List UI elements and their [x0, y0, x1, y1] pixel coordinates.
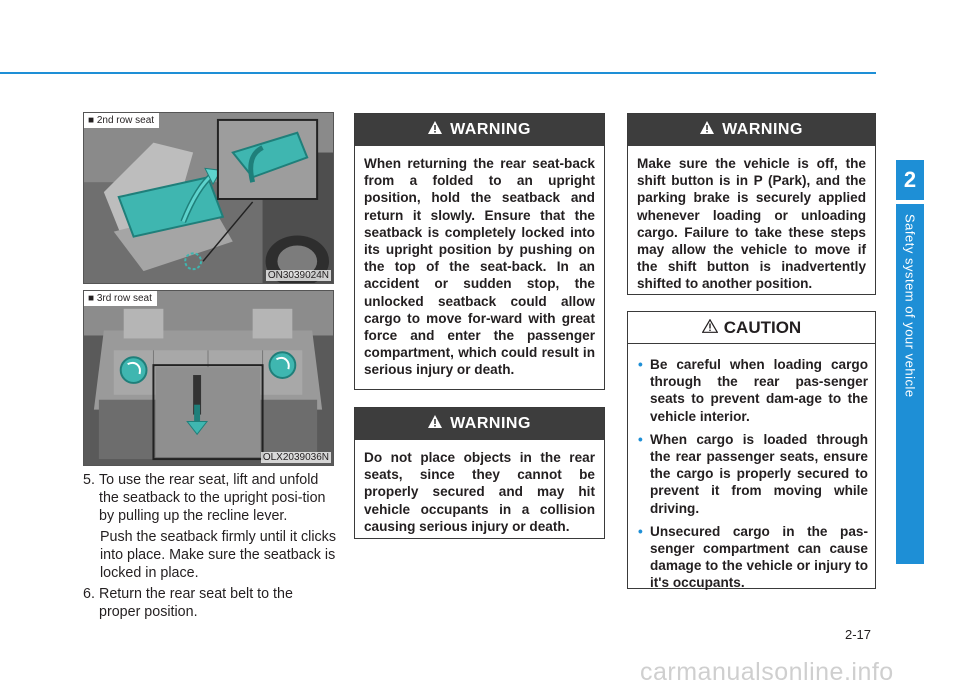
warning-box-objects [354, 407, 605, 539]
warning-title: WARNING [722, 121, 803, 138]
watermark: carmanualsonline.info [640, 658, 894, 686]
warning-icon [428, 415, 442, 433]
figure-3rd-row-seat [83, 290, 334, 466]
caution-item-text: When cargo is loaded through the rear passenger seats, ensure the cargo is properly secured to prevent it from moving while driving. [650, 431, 868, 516]
figure-2nd-row-seat [83, 112, 334, 284]
step-text: Return the rear seat belt to the proper position. [99, 586, 293, 620]
warning-title: WARNING [450, 121, 531, 138]
step-number: 6. [83, 586, 95, 602]
step-6 [83, 585, 337, 621]
chapter-tab [896, 144, 960, 584]
chapter-title: Safety system of your vehicle [902, 214, 918, 398]
caution-item-text: Unsecured cargo in the pas-senger compartment can cause damage to the vehicle or injury to it's occupants. [650, 523, 868, 591]
caution-item [638, 523, 868, 592]
caution-item [638, 431, 868, 517]
caution-item-text: Be careful when loading cargo through the rear pas-senger seats to prevent dam-age to the vehicle interior. [650, 357, 868, 424]
caution-box [627, 311, 876, 589]
warning-text: Make sure the vehicle is off, the shift button is in P (Park), and the parking brake is securely applied whenever loading or unloading cargo. Failure to take these steps may allow the vehicle to move if the shift button is inadvertently shifted to another position. [637, 156, 866, 292]
figure-label: ■ 3rd row seat [84, 291, 157, 306]
step-5-detail: Push the seatback firmly until it clicks into place. Make sure the seatback is locked in place. [100, 529, 336, 581]
caution-header [628, 312, 875, 344]
bullet: • [638, 523, 643, 539]
warning-box-seatback [354, 113, 605, 390]
step-number: 5. [83, 472, 95, 488]
warning-icon [428, 121, 442, 139]
caution-icon [702, 318, 718, 338]
bullet: • [638, 431, 643, 447]
warning-title: WARNING [450, 415, 531, 432]
figure-label: ■ 2nd row seat [84, 113, 159, 128]
page-number: 2-17 [845, 627, 872, 642]
figure-code: ON3039024N [267, 270, 329, 281]
figure-code: OLX2039036N [262, 452, 329, 463]
warning-header [355, 408, 604, 440]
warning-icon [700, 121, 714, 139]
photo-3rd-row-seat [84, 291, 333, 465]
top-rule [0, 72, 876, 74]
instruction-steps [83, 471, 337, 624]
step-text: To use the rear seat, lift and unfold the seatback to the upright posi-tion by pulling up the recline lever. [99, 472, 326, 524]
caution-list [638, 356, 868, 598]
warning-header [355, 114, 604, 146]
step-5 [83, 471, 337, 525]
chapter-number: 2 [896, 160, 924, 200]
warning-header [628, 114, 875, 146]
photo-2nd-row-seat [84, 113, 333, 283]
warning-text: When returning the rear seat-back from a folded to an upright position, hold the seatback and return it slowly. Ensure that the seatback is completely locked into its upright position by pushing on the top of the seat-back. In an accident or sudden stop, the unlocked seatback could allow cargo to move for-ward with great force and enter the passenger compartment, which could result in serious injury or death. [364, 156, 595, 378]
caution-item [638, 356, 868, 425]
warning-text: Do not place objects in the rear seats, since they cannot be properly secured and may hit vehicle occupants in a collision causing serious injury or death. [364, 450, 595, 534]
caution-title: CAUTION [723, 317, 802, 337]
warning-box-park [627, 113, 876, 295]
bullet: • [638, 357, 643, 372]
